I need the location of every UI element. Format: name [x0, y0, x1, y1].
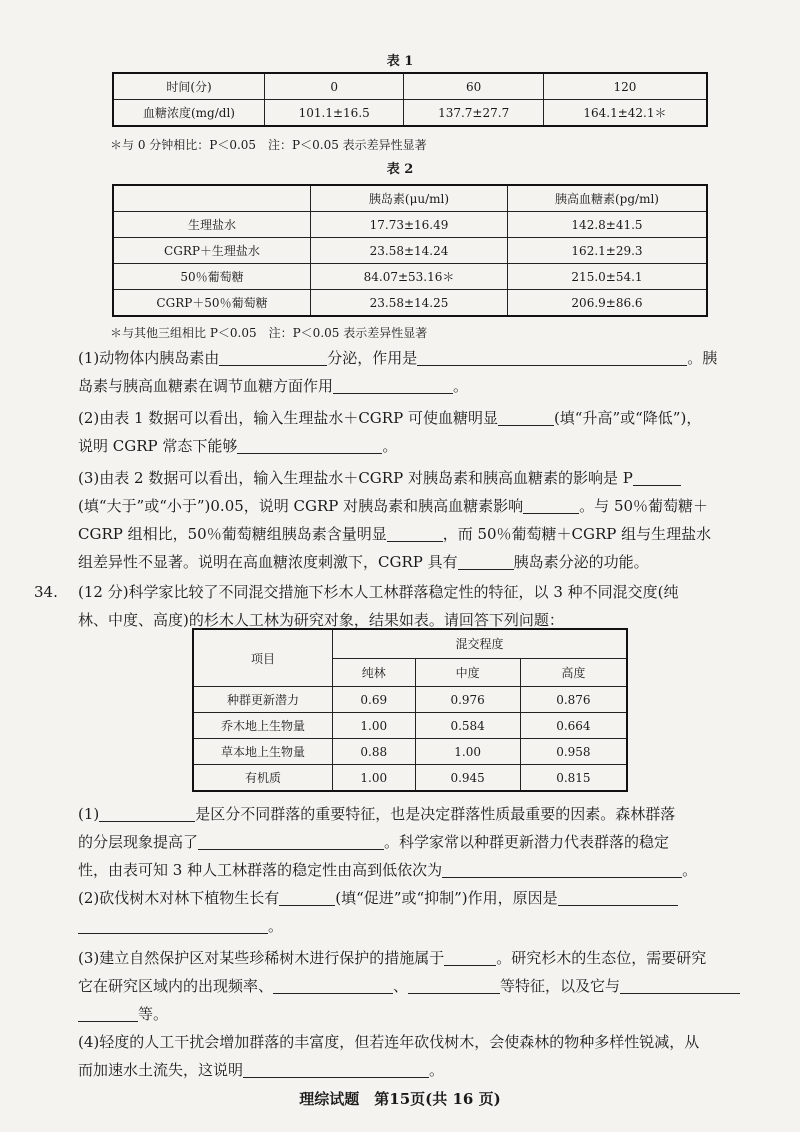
q34-part1-line1: (1) 是区分不同群落的重要特征，也是决定群落性质最重要的因素。森林群落: [78, 805, 676, 823]
table-row: [113, 290, 707, 317]
table2: [112, 184, 708, 317]
table-cell: 23.58±14.24: [311, 238, 508, 264]
table-cell: 时间(分): [113, 73, 265, 100]
answer-blank[interactable]: [78, 1003, 138, 1022]
table-cell: 206.9±86.6: [508, 290, 708, 317]
table-cell: 142.8±41.5: [508, 212, 708, 238]
q33-part2-line1: (2)由表 1 数据可以看出，输入生理盐水＋CGRP 可使血糖明显 (填“升高”或“降低”)，: [78, 409, 702, 427]
table-row: [113, 264, 707, 290]
table-row: [193, 713, 627, 739]
table2-note: ＊与其他三组相比 P＜0.05 注：P＜0.05 表示差异性显著: [110, 326, 428, 340]
table-cell: 84.07±53.16＊: [311, 264, 508, 290]
table-cell: 1.00: [415, 739, 520, 765]
table1: [112, 72, 708, 127]
q34-part1-line2: 的分层现象提高了 。科学家常以种群更新潜力代表群落的稳定: [78, 833, 670, 851]
q34-part3-line1: (3)建立自然保护区对某些珍稀树木进行保护的措施属于 。研究杉木的生态位，需要研究: [78, 949, 707, 967]
table-cell: 0.88: [333, 739, 416, 765]
table-row: [113, 185, 707, 212]
q33-part3-line2: (填“大于”或“小于”)0.05，说明 CGRP 对胰岛素和胰高血糖素影响 。与 50％葡萄糖＋: [78, 497, 709, 515]
page-footer: 理综试题 第15页(共 16 页): [299, 1090, 501, 1108]
answer-blank[interactable]: [620, 975, 740, 994]
table-cell: 50％葡萄糖: [113, 264, 311, 290]
table-cell: 草本地上生物量: [193, 739, 333, 765]
table-row: [193, 687, 627, 713]
q34-number: 34.: [34, 583, 58, 601]
table-cell: CGRP＋生理盐水: [113, 238, 311, 264]
table-cell: 中度: [415, 658, 520, 686]
answer-blank[interactable]: [498, 407, 554, 426]
table-row: [113, 73, 707, 100]
table-cell: 血糖浓度(mg/dl): [113, 100, 265, 127]
answer-blank[interactable]: [333, 375, 453, 394]
answer-blank[interactable]: [444, 947, 496, 966]
answer-blank[interactable]: [237, 435, 382, 454]
answer-blank[interactable]: [198, 831, 384, 850]
table-cell: 0.876: [520, 687, 627, 713]
answer-blank[interactable]: [78, 915, 268, 934]
q34-intro-line2: 林、中度、高度)的杉木人工林为研究对象，结果如表。请回答下列问题：: [78, 611, 564, 629]
table-row: [113, 212, 707, 238]
table-cell: 胰高血糖素(pg/ml): [508, 185, 708, 212]
answer-blank[interactable]: [408, 975, 500, 994]
answer-blank[interactable]: [633, 467, 681, 486]
table-cell: 0: [265, 73, 404, 100]
table-cell: [113, 185, 311, 212]
table-cell: 137.7±27.7: [404, 100, 543, 127]
q34-part4-line2: 而加速水土流失，这说明 。: [78, 1061, 445, 1079]
answer-blank[interactable]: [273, 975, 393, 994]
table-cell: 101.1±16.5: [265, 100, 404, 127]
table-cell: 有机质: [193, 765, 333, 792]
table-row: [193, 765, 627, 792]
q33-part3-line4: 组差异性不显著。说明在高血糖浓度刺激下，CGRP 具有 胰岛素分泌的功能。: [78, 553, 649, 571]
answer-blank[interactable]: [279, 887, 335, 906]
table-cell: 23.58±14.25: [311, 290, 508, 317]
answer-blank[interactable]: [387, 523, 443, 542]
table-cell: CGRP＋50％葡萄糖: [113, 290, 311, 317]
table-cell: 17.73±16.49: [311, 212, 508, 238]
table-cell: 乔木地上生物量: [193, 713, 333, 739]
table-cell: 60: [404, 73, 543, 100]
table-cell: 高度: [520, 658, 627, 686]
table-cell: 纯林: [333, 658, 416, 686]
table-cell: 0.958: [520, 739, 627, 765]
table-row: [193, 739, 627, 765]
table-cell: 0.584: [415, 713, 520, 739]
answer-blank[interactable]: [558, 887, 678, 906]
table-cell: 164.1±42.1＊: [543, 100, 707, 127]
q34-part4-line1: (4)轻度的人工干扰会增加群落的丰富度，但若连年砍伐树木，会使森林的物种多样性锐减，从: [78, 1033, 700, 1051]
answer-blank[interactable]: [243, 1059, 429, 1078]
answer-blank[interactable]: [417, 347, 687, 366]
table1-caption: 表 1: [386, 54, 414, 69]
table-cell: 1.00: [333, 713, 416, 739]
answer-blank[interactable]: [442, 859, 682, 878]
table-cell: 0.976: [415, 687, 520, 713]
table2-caption: 表 2: [386, 162, 414, 177]
table-cell: 215.0±54.1: [508, 264, 708, 290]
table-cell: 混交程度: [333, 629, 628, 658]
q33-part3-line3: CGRP 组相比，50％葡萄糖组胰岛素含量明显 ，而 50％葡萄糖＋CGRP 组与生理盐水: [78, 525, 712, 543]
table-cell: 0.69: [333, 687, 416, 713]
table-row: [113, 238, 707, 264]
table-cell: 0.945: [415, 765, 520, 792]
table-cell: 种群更新潜力: [193, 687, 333, 713]
table-cell: 生理盐水: [113, 212, 311, 238]
table-cell: 1.00: [333, 765, 416, 792]
table-cell: 120: [543, 73, 707, 100]
table-cell: 项目: [193, 629, 333, 687]
table-cell: 胰岛素(μu/ml): [311, 185, 508, 212]
answer-blank[interactable]: [99, 803, 195, 822]
q34-table: [192, 628, 628, 792]
q34-part1-line3: 性，由表可知 3 种人工林群落的稳定性由高到低依次为 。: [78, 861, 698, 879]
table-row: [193, 629, 627, 658]
table1-note: ＊与 0 分钟相比：P＜0.05 注：P＜0.05 表示差异性显著: [110, 138, 427, 152]
q33-part1-line2: 岛素与胰高血糖素在调节血糖方面作用 。: [78, 377, 469, 395]
answer-blank[interactable]: [523, 495, 579, 514]
q34-part2-line2: 。: [78, 912, 283, 940]
q34-part3-line2: 它在研究区域内的出现频率、 、 等特征，以及它与: [78, 972, 740, 1000]
q34-intro-line1: (12 分)科学家比较了不同混交措施下杉木人工林群落稳定性的特征，以 3 种不同混交度(纯: [78, 583, 679, 601]
answer-blank[interactable]: [458, 551, 514, 570]
q33-part1-line1: (1)动物体内胰岛素由 分泌，作用是 。胰: [78, 349, 718, 367]
table-cell: 162.1±29.3: [508, 238, 708, 264]
q34-part3-line3: 等。: [78, 1000, 168, 1028]
answer-blank[interactable]: [219, 347, 327, 366]
table-cell: 0.815: [520, 765, 627, 792]
q34-part2-line1: (2)砍伐树木对林下植物生长有 (填“促进”或“抑制”)作用，原因是: [78, 884, 678, 912]
q33-part3-line1: (3)由表 2 数据可以看出，输入生理盐水＋CGRP 对胰岛素和胰高血糖素的影响是 P: [78, 464, 681, 492]
table-row: [113, 100, 707, 127]
table-cell: 0.664: [520, 713, 627, 739]
q33-part2-line2: 说明 CGRP 常态下能够 。: [78, 437, 398, 455]
